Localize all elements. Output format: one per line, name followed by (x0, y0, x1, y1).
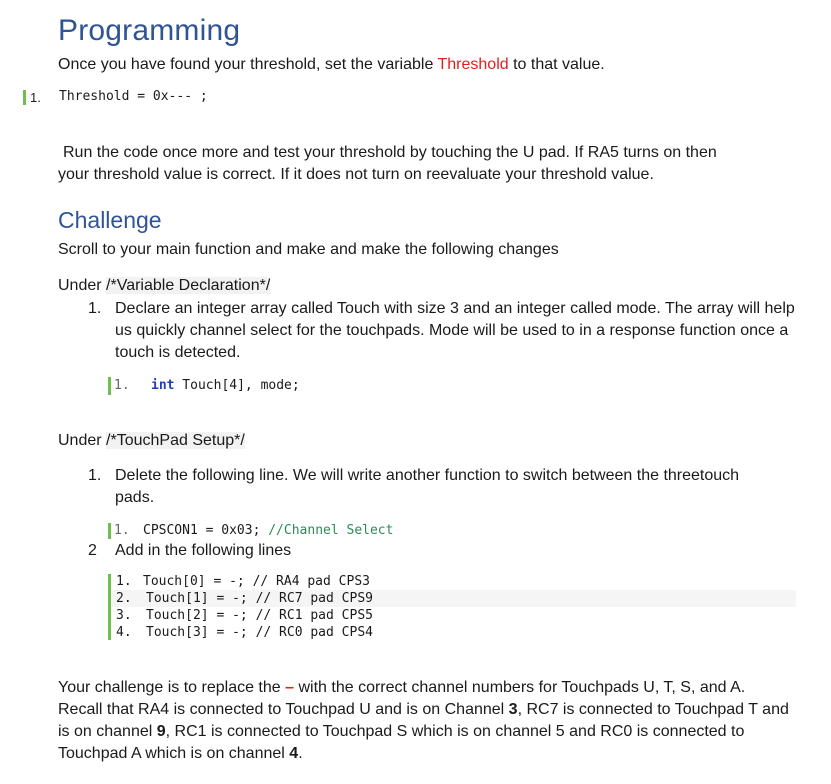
section-tag: /*Variable Declaration*/ (106, 277, 271, 294)
list2-line1: Delete the following line. We will write another function to switch between the threetouch (115, 467, 740, 484)
final-text: , RC1 is connected to Touchpad S which is on channel 5 and RC0 is connected to (165, 723, 745, 740)
final-text: is on channel (58, 723, 157, 740)
code-line-number: 1. (116, 574, 132, 589)
section-prefix: Under (58, 277, 107, 294)
final-paragraph-line3 (58, 721, 744, 743)
challenge-heading: Challenge (58, 207, 162, 233)
intro-paragraph (58, 54, 605, 76)
touch0-code-line: Touch[0] = -; // RA4 pad CPS3 (143, 574, 370, 589)
code-block-bar (108, 377, 111, 395)
page-title: Programming (58, 14, 241, 47)
run-code-paragraph-line2: your threshold value is correct. If it does not turn on reevaluate your threshold value. (58, 166, 654, 183)
list1-line3: touch is detected. (115, 344, 241, 361)
list1-line1: Declare an integer array called Touch with size 3 and an integer called mode. The array will help (115, 300, 795, 317)
code-comment: //Channel Select (268, 523, 394, 538)
code-block-bar (108, 523, 111, 539)
channel-number: 3 (508, 701, 518, 718)
section-tag: /*TouchPad Setup*/ (106, 432, 245, 449)
section-prefix: Under (58, 432, 107, 449)
section-variable-declaration (58, 275, 270, 297)
final-text: Your challenge is to replace the (58, 679, 286, 696)
code-rest: Touch[4], mode; (174, 378, 300, 393)
keyword-int: int (151, 378, 175, 393)
final-text: Recall that RA4 is connected to Touchpad U and is on Channel (58, 701, 509, 718)
channel-number: 9 (156, 723, 166, 740)
challenge-intro: Scroll to your main function and make and make the following changes (58, 241, 559, 258)
threshold-code-line: Threshold = 0x--- ; (59, 89, 208, 104)
code-line-number: 2. (116, 591, 132, 606)
code-line-number: 4. (116, 625, 132, 640)
list-number: 1. (88, 300, 102, 317)
list-number: 1. (88, 467, 102, 484)
intro-text-before: Once you have found your threshold, set the variable (58, 56, 438, 73)
code-line-number: 1. (30, 90, 41, 105)
final-text: Touchpad A which is on channel (58, 745, 290, 762)
run-code-paragraph-line1: Run the code once more and test your threshold by touching the U pad. If RA5 turns on then (63, 144, 717, 161)
touch1-code-line: Touch[1] = -; // RC7 pad CPS9 (146, 591, 373, 606)
cpscon-code-line (143, 523, 393, 538)
code-line-number: 3. (116, 608, 132, 623)
final-text: with the correct channel numbers for Touchpads U, T, S, and A. (294, 679, 746, 696)
dash-highlight: – (285, 679, 295, 696)
threshold-highlight: Threshold (437, 56, 509, 73)
variable-declaration-code (151, 378, 300, 393)
list2-line2: pads. (115, 489, 155, 506)
touch3-code-line: Touch[3] = -; // RC0 pad CPS4 (146, 625, 373, 640)
final-text: . (298, 745, 303, 762)
code-line-number: 1. (114, 523, 130, 538)
final-paragraph-line4 (58, 743, 303, 765)
channel-number: 4 (289, 745, 299, 762)
section-touchpad-setup (58, 430, 245, 452)
code-block-bar (108, 574, 111, 640)
final-text: , RC7 is connected to Touchpad T and (517, 701, 789, 718)
list3-text: Add in the following lines (115, 542, 292, 559)
code-text: CPSCON1 = 0x03; (143, 523, 269, 538)
code-line-number: 1. (114, 378, 130, 393)
list-number: 2 (88, 542, 97, 559)
final-paragraph-line2 (58, 699, 789, 721)
code-block-bar (23, 90, 26, 105)
final-paragraph-line1 (58, 677, 745, 699)
list1-line2: us quickly channel select for the touchpads. Mode will be used to in a response function once a (115, 322, 789, 339)
touch2-code-line: Touch[2] = -; // RC1 pad CPS5 (146, 608, 373, 623)
intro-text-after: to that value. (508, 56, 605, 73)
